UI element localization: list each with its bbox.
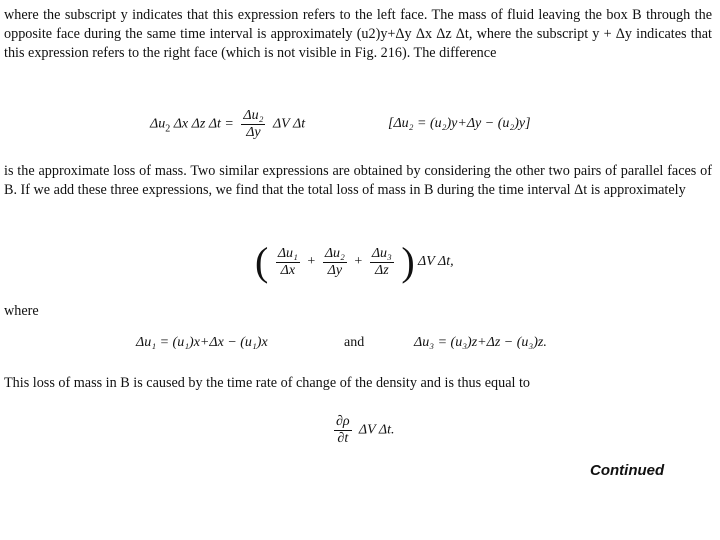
eq2-fraction-1	[276, 246, 300, 279]
eq4-denominator: ∂t	[337, 431, 349, 446]
eq2-f1-numerator: Δu₁	[277, 245, 298, 261]
eq1-rhs: ΔV Δt	[272, 116, 306, 132]
eq2-fraction-2	[323, 246, 347, 279]
continued-label: Continued	[590, 462, 665, 479]
eq2-fraction-3	[370, 246, 394, 279]
equation-difference	[150, 108, 305, 141]
equation-delta-u1: Δu₁ = (u₁)x+Δx − (u₁)x	[136, 335, 268, 350]
eq1-sub: 2	[165, 123, 171, 135]
eq1-denominator: Δy	[246, 125, 261, 140]
paragraph-2: is the approximate loss of mass. Two similar expressions are obtained by considering the other two pairs of parallel faces of B. If we add these three expressions, we find that the total loss of mass in B during the time interval Δt is approximately	[4, 163, 712, 198]
eq2-f2-denominator: Δy	[327, 262, 343, 278]
paragraph-4: This loss of mass in B is caused by the time rate of change of the density and is thus equal to	[4, 375, 531, 391]
eq4-tail: ΔV Δt.	[358, 422, 395, 438]
paragraph-1: where the subscript y indicates that this expression refers to the left face. The mass of fluid leaving the box B through the opposite face during the same time interval is approximately (u2)y+Δy Δx Δz Δt, where the subscript y + Δy indicates that this expression refers to the right face (which is not visible in Fig. 216). The difference	[4, 7, 712, 61]
eq1-lhs-a: Δu	[150, 116, 166, 132]
eq4-numerator: ∂ρ	[336, 414, 350, 429]
eq2-f2-numerator: Δu₂	[324, 245, 345, 261]
eq1-numerator: Δu₂	[243, 108, 264, 123]
equation-bracket-definition: [Δu₂ = (u₂)y+Δy − (u₂)y]	[388, 116, 531, 131]
eq2-f3-numerator: Δu₃	[371, 245, 392, 261]
eq1-fraction	[241, 108, 265, 141]
eq1-lhs-b: Δx Δz Δt =	[170, 116, 238, 132]
paragraph-3: where	[4, 303, 39, 319]
equation-delta-u3: Δu₃ = (u₃)z+Δz − (u₃)z.	[414, 335, 547, 350]
eq2-f3-denominator: Δz	[375, 262, 389, 278]
eq4-fraction	[334, 414, 352, 447]
eq2-f1-denominator: Δx	[280, 262, 296, 278]
equation-total-loss: ( $\frac{\text{Δu₁}}{\Delta x}$ + $\frac{\text{Δu₂}}{\Delta y}$ + $\frac{\text{Δu₃}}{\Delta z}$ ) ΔV Δt,	[255, 239, 454, 284]
equation-density-rate	[330, 414, 395, 447]
eq2-tail: ΔV Δt,	[418, 254, 454, 270]
equation-and: and	[344, 335, 365, 350]
